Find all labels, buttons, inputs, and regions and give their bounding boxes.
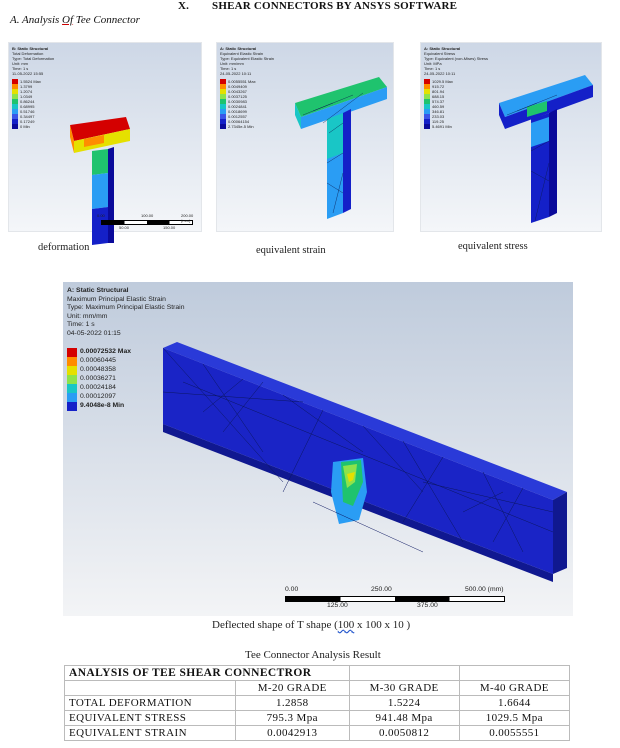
table-cell: 0.0055551: [459, 726, 569, 741]
scale-subtick: 375.00: [417, 602, 438, 609]
legend-line: Type: Equivalent Elastic Strain: [220, 56, 275, 61]
t-connector-stress: [497, 71, 597, 225]
table-empty-cell: [349, 666, 459, 681]
legend-line: Unit: MPa: [424, 61, 442, 66]
legend-value: 1.3799: [20, 84, 33, 89]
strain-legend: [220, 46, 274, 129]
table-cell: 0.0050812: [349, 726, 459, 741]
strain-caption: equivalent strain: [256, 245, 326, 256]
table-cell: 1.6644: [459, 696, 569, 711]
legend-line: Type: Equivalent (von-Mises) Stress: [424, 56, 489, 61]
scale-tick: 0.00: [97, 213, 105, 218]
legend-value: 0.00048358: [80, 365, 116, 373]
legend-line: Time: 1 s: [220, 66, 237, 71]
scale-subtick: 50.00: [119, 225, 130, 230]
legend-value: 688.15: [432, 94, 445, 99]
legend-value: 346.81: [432, 109, 445, 114]
table-cell: 795.3 Mpa: [236, 711, 350, 726]
scale-tick: 500.00 (mm): [465, 586, 504, 593]
legend-min: [424, 124, 488, 129]
legend-line: Unit: mm: [12, 61, 28, 66]
scale-tick: 250.00: [371, 586, 392, 593]
table-empty-cell: [459, 666, 569, 681]
legend-min: [12, 124, 54, 129]
legend-value: 233.03: [432, 114, 445, 119]
legend-value: 0.00012097: [80, 392, 116, 400]
scale-tick: 0.00: [285, 586, 299, 593]
table-row: [65, 696, 570, 711]
legend-line: Equivalent Stress: [424, 51, 456, 56]
legend-line: Type: Maximum Principal Elastic Strain: [67, 304, 185, 312]
stress-caption: equivalent stress: [458, 241, 528, 252]
legend-value: 0.00064154: [228, 119, 250, 124]
legend-min-label: 5.4691 Min: [432, 124, 452, 129]
section-title: SHEAR CONNECTORS BY ANSYS SOFTWARE: [212, 0, 458, 12]
table-row: [65, 711, 570, 726]
legend-title: A: Static Structural: [424, 46, 461, 51]
legend-value: 0.0049409: [228, 84, 247, 89]
legend-min-label: 9.4048e-8 Min: [80, 401, 125, 409]
results-table: [64, 665, 570, 741]
row-label: EQUIVALENT STRESS: [65, 711, 236, 726]
legend-value: 0.0043267: [228, 89, 247, 94]
table-title: ANALYSIS OF TEE SHEAR CONNECTROR: [65, 666, 350, 681]
legend-max-label: 1.5524 Max: [20, 79, 41, 84]
legend-line: Unit: mm/mm: [67, 312, 108, 320]
principal-strain-image: [63, 282, 573, 616]
subsection-heading: [10, 14, 140, 26]
legend-line: 04-05-2022 01:15: [67, 329, 121, 337]
legend-value: 0.0018699: [228, 109, 247, 114]
subsection-underlined-word: Of: [62, 14, 74, 26]
legend-value: 0.0024841: [228, 104, 247, 109]
legend-value: 801.94: [432, 89, 445, 94]
table-row: [65, 726, 570, 741]
legend-line: Total Deformation: [12, 51, 44, 56]
legend-value: 0.68995: [20, 104, 35, 109]
table-title-row: [65, 666, 570, 681]
row-label: EQUIVALENT STRAIN: [65, 726, 236, 741]
deformation-image: [8, 42, 202, 232]
legend-max-label: 0.0055551 Max: [228, 79, 256, 84]
grade-header: M-40 GRADE: [459, 681, 569, 696]
deformation-legend: [12, 46, 54, 129]
table-cell: 1029.5 Mpa: [459, 711, 569, 726]
subsection-prefix: A. Analysis: [10, 14, 63, 26]
table-cell: 0.0042913: [236, 726, 350, 741]
scale-tick: 100.00: [141, 213, 154, 218]
figure-caption-underlined: 100: [337, 619, 355, 631]
legend-value: 0.0030983: [228, 99, 247, 104]
legend-value: 1.0349: [20, 94, 33, 99]
stress-legend: [424, 46, 488, 129]
deflected-slab: [163, 342, 573, 582]
row-label: TOTAL DEFORMATION: [65, 696, 236, 711]
legend-line: Type: Total Deformation: [12, 56, 55, 61]
legend-value: 0.0037125: [228, 94, 247, 99]
legend-line: Time: 1 s: [424, 66, 441, 71]
figure-caption: [212, 619, 410, 631]
legend-line: 24-05-2022 10:11: [220, 71, 252, 76]
legend-value: 1.2074: [20, 89, 33, 94]
scale-tick: 200.00 (mm): [181, 213, 194, 223]
grade-header: M-30 GRADE: [349, 681, 459, 696]
strain-image: [216, 42, 394, 232]
legend-value: 119.25: [432, 119, 444, 124]
legend-max-label: 1029.5 Max: [432, 79, 453, 84]
legend-min-label: 2.7345e-5 Min: [228, 124, 254, 129]
deformation-caption: deformation: [38, 242, 90, 253]
subsection-rest: Tee Connector: [73, 14, 140, 26]
legend-line: Equivalent Elastic Strain: [220, 51, 264, 56]
scale-subtick: 150.00: [163, 225, 176, 230]
figure-caption-post: x 100 x 10 ): [354, 619, 411, 631]
legend-line: Maximum Principal Elastic Strain: [67, 295, 166, 303]
section-number: X.: [178, 0, 190, 12]
legend-value: 0.00024184: [80, 383, 116, 391]
legend-value: 0.34497: [20, 114, 35, 119]
figure-caption-pre: Deflected shape of T shape (: [212, 619, 338, 631]
section-heading: [178, 0, 457, 12]
legend-value: 0.00060445: [80, 356, 116, 364]
legend-title: A: Static Structural: [67, 287, 129, 294]
legend-title: A: Static Structural: [220, 46, 257, 51]
table-header-row: [65, 681, 570, 696]
legend-value: 574.37: [432, 99, 445, 104]
legend-value: 0.17249: [20, 119, 35, 124]
legend-value: 0.86244: [20, 99, 35, 104]
legend-line: 24-05-2022 10:11: [424, 71, 456, 76]
grade-header: M-20 GRADE: [236, 681, 350, 696]
table-cell: 941.48 Mpa: [349, 711, 459, 726]
table-caption: Tee Connector Analysis Result: [245, 649, 381, 661]
legend-value: 0.00036271: [80, 374, 116, 382]
legend-min-label: 0 Min: [20, 124, 30, 129]
legend-value: 460.59: [432, 104, 445, 109]
legend-value: 0.0012557: [228, 114, 247, 119]
legend-line: Unit: mm/mm: [220, 61, 244, 66]
table-cell: 1.2858: [236, 696, 350, 711]
legend-title: B: Static Structural: [12, 46, 49, 51]
scale-subtick: 125.00: [327, 602, 348, 609]
legend-line: Time: 1 s: [12, 66, 29, 71]
stress-image: [420, 42, 602, 232]
legend-min: [220, 124, 274, 129]
table-cell: 1.5224: [349, 696, 459, 711]
table-empty-cell: [65, 681, 236, 696]
legend-max-label: 0.00072532 Max: [80, 347, 132, 355]
deformation-scale-bar: [97, 213, 194, 230]
principal-strain-scale-bar: [285, 586, 505, 609]
legend-line: Time: 1 s: [67, 321, 95, 329]
legend-value: 0.51746: [20, 109, 35, 114]
legend-line: 11-05-2022 15:55: [12, 71, 44, 76]
legend-value: 915.72: [432, 84, 445, 89]
t-connector-strain: [293, 73, 391, 223]
